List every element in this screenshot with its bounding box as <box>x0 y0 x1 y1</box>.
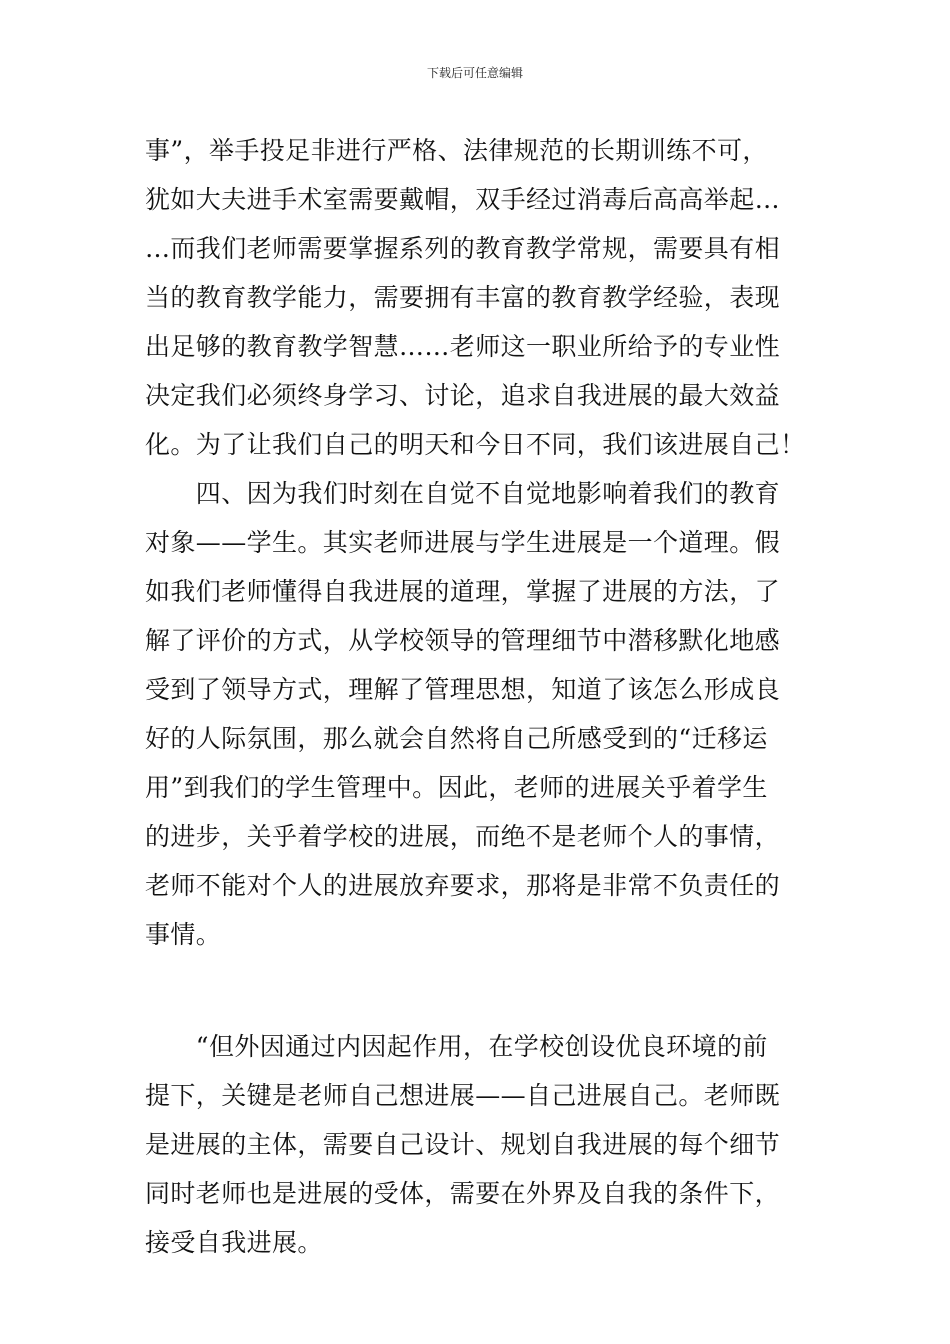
text-line: …而我们老师需要掌握系列的教育教学常规，需要具有相 <box>145 234 781 263</box>
paragraph-2 <box>145 469 810 1008</box>
text-line: 接受自我进展。 <box>145 1228 323 1257</box>
paragraph-spacer <box>145 1008 810 1022</box>
text-line: 好的人际氛围，那么就会自然将自己所感受到的“迁移运 <box>145 724 768 753</box>
text-line: 是进展的主体，需要自己设计、规划自我进展的每个细节 <box>145 1130 781 1159</box>
text-line: 四、因为我们时刻在自觉不自觉地影响着我们的教育 <box>145 479 781 508</box>
paragraph-1 <box>145 126 810 469</box>
text-line: 犹如大夫进手术室需要戴帽，双手经过消毒后高高举起… <box>145 185 781 214</box>
text-line: 提下，关键是老师自己想进展——自己进展自己。老师既 <box>145 1081 781 1110</box>
text-line <box>145 959 810 1008</box>
paragraph-3 <box>145 1022 810 1267</box>
text-line: 受到了领导方式，理解了管理思想，知道了该怎么形成良 <box>145 675 781 704</box>
text-line: 出足够的教育教学智慧……老师这一职业所给予的专业性 <box>145 332 781 361</box>
text-line: “但外因通过内因起作用，在学校创设优良环境的前 <box>145 1032 768 1061</box>
text-line: 同时老师也是进展的受体，需要在外界及自我的条件下， <box>145 1179 781 1208</box>
text-line: 化。为了让我们自己的明天和今日不同，我们该进展自己！ <box>145 430 806 459</box>
text-line: 的进步，关乎着学校的进展，而绝不是老师个人的事情， <box>145 822 781 851</box>
text-line: 事”，举手投足非进行严格、法律规范的长期训练不可， <box>145 136 768 165</box>
text-line: 如我们老师懂得自我进展的道理，掌握了进展的方法，了 <box>145 577 781 606</box>
document-body <box>145 126 810 1267</box>
text-line: 决定我们必须终身学习、讨论，追求自我进展的最大效益 <box>145 381 781 410</box>
text-line: 事情。 <box>145 920 222 949</box>
text-line: 老师不能对个人的进展放弃要求，那将是非常不负责任的 <box>145 871 781 900</box>
page-header: 下载后可任意编辑 <box>426 66 523 80</box>
text-line: 当的教育教学能力，需要拥有丰富的教育教学经验，表现 <box>145 283 781 312</box>
text-line: 用”到我们的学生管理中。因此，老师的进展关乎着学生 <box>145 773 768 802</box>
text-line: 解了评价的方式，从学校领导的管理细节中潜移默化地感 <box>145 626 781 655</box>
text-line: 对象——学生。其实老师进展与学生进展是一个道理。假 <box>145 528 781 557</box>
